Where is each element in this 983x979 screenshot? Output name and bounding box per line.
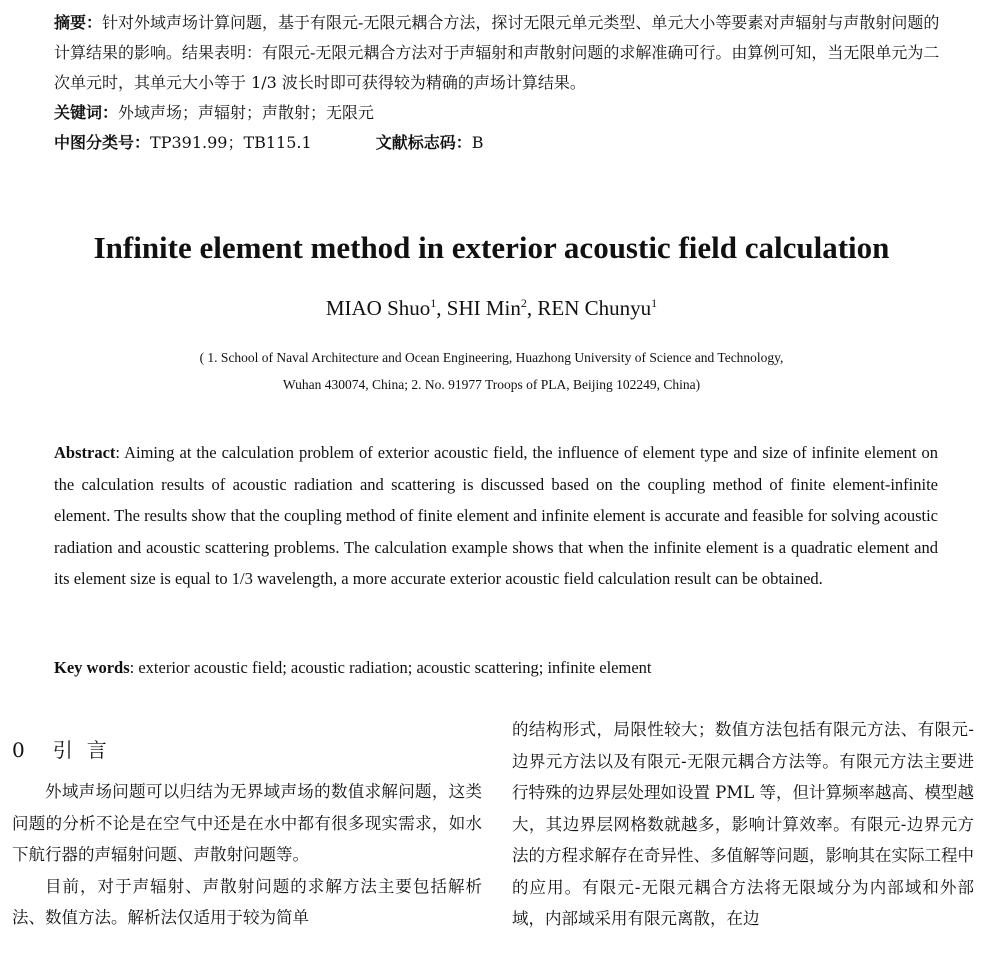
cn-keywords [54,98,944,128]
author-list [0,296,983,321]
clc-label: 中图分类号： [54,133,151,152]
intro-paragraph-2-continued: 的结构形式，局限性较大；数值方法包括有限元方法、有限元-边界元方法以及有限元-无限元耦合方法等。有限元方法主要进行特殊的边界层处理如设置 PML 等，但计算频率越高、模型越大，其边界层网格数就越多，影响计算效率。有限元-边界元方法的方程求解存在奇异性、多值解等问题，影响其在实际工程中的应用。有限元-无限元耦合方法将无限域分为内部域和外部域，内部域采用有限元离散，在边 [512,720,974,928]
affiliation-line-2: Wuhan 430074, China; 2. No. 91977 Troops of PLA, Beijing 102249, China) [282,377,701,392]
cn-keywords-text: 外域声场；声辐射；声散射；无限元 [118,103,375,122]
author: MIAO Shuo$^1$, [325,296,447,320]
intro-paragraph-1: 外域声场问题可以归结为无界域声场的数值求解问题，这类问题的分析不论是在空气中还是在水中都有很多现实需求，如水下航行器的声辐射问题、声散射问题等。 [12,782,482,864]
cn-abstract-text: 针对外域声场计算问题，基于有限元-无限元耦合方法，探讨无限元单元类型、单元大小等要素对声辐射与声散射问题的计算结果的影响。结果表明：有限元-无限元耦合方法对于声辐射和声散射问题的求解准确可行。由算例可知，当无限单元为二次单元时，其单元大小等于 1/3 波长时即可获得较为精确的声场计算结果。 [54,13,940,92]
keywords-sep: : [129,658,139,677]
doc-code-label: 文献标志码： [375,133,472,152]
affiliation-line-1: ( 1. School of Naval Architecture and Ocean Engineering, Huazhong University of Science and Technology, [199,350,784,365]
chinese-front-matter [54,8,944,158]
cn-abstract [54,8,944,98]
abstract-text: Aiming at the calculation problem of exterior acoustic field, the influence of element type and size of infinite element on the calculation results of acoustic radiation and scattering is discussed based on the coupling method of finite element-infinite element. The results show that the coupling method of finite element and infinite element is accurate and feasible for solving acoustic radiation and acoustic scattering problems. The calculation example shows that when the infinite element is a quadratic element and its element size is equal to 1/3 wavelength, a more accurate exterior acoustic field calculation result can be obtained. [54,443,938,588]
section-number: 0 [12,738,25,762]
english-abstract [54,437,938,595]
clc-value: TP391.99；TB115.1 [150,133,312,152]
abstract-label: Abstract [54,443,116,462]
section-heading [12,730,482,770]
right-column [512,714,974,935]
keywords-label: Key words [54,658,130,677]
affiliations [0,344,983,398]
keywords-text: exterior acoustic field; acoustic radiation; acoustic scattering; infinite element [138,658,652,677]
paper-title: Infinite element method in exterior acoustic field calculation [93,230,890,265]
left-column [12,730,482,934]
section-title: 引言 [52,738,121,762]
abstract-sep: : [115,443,125,462]
cn-abstract-label: 摘要： [54,13,103,32]
author: SHI Min$^2$, [446,296,538,320]
classification-row [54,128,944,158]
english-keywords [54,654,938,682]
intro-paragraph-2: 目前，对于声辐射、声散射问题的求解方法主要包括解析法、数值方法。解析法仅适用于较为简单 [12,876,482,927]
cn-keywords-label: 关键词： [54,103,119,122]
doc-code-value: B [471,133,484,152]
author: REN Chunyu$^1$ [537,296,658,320]
